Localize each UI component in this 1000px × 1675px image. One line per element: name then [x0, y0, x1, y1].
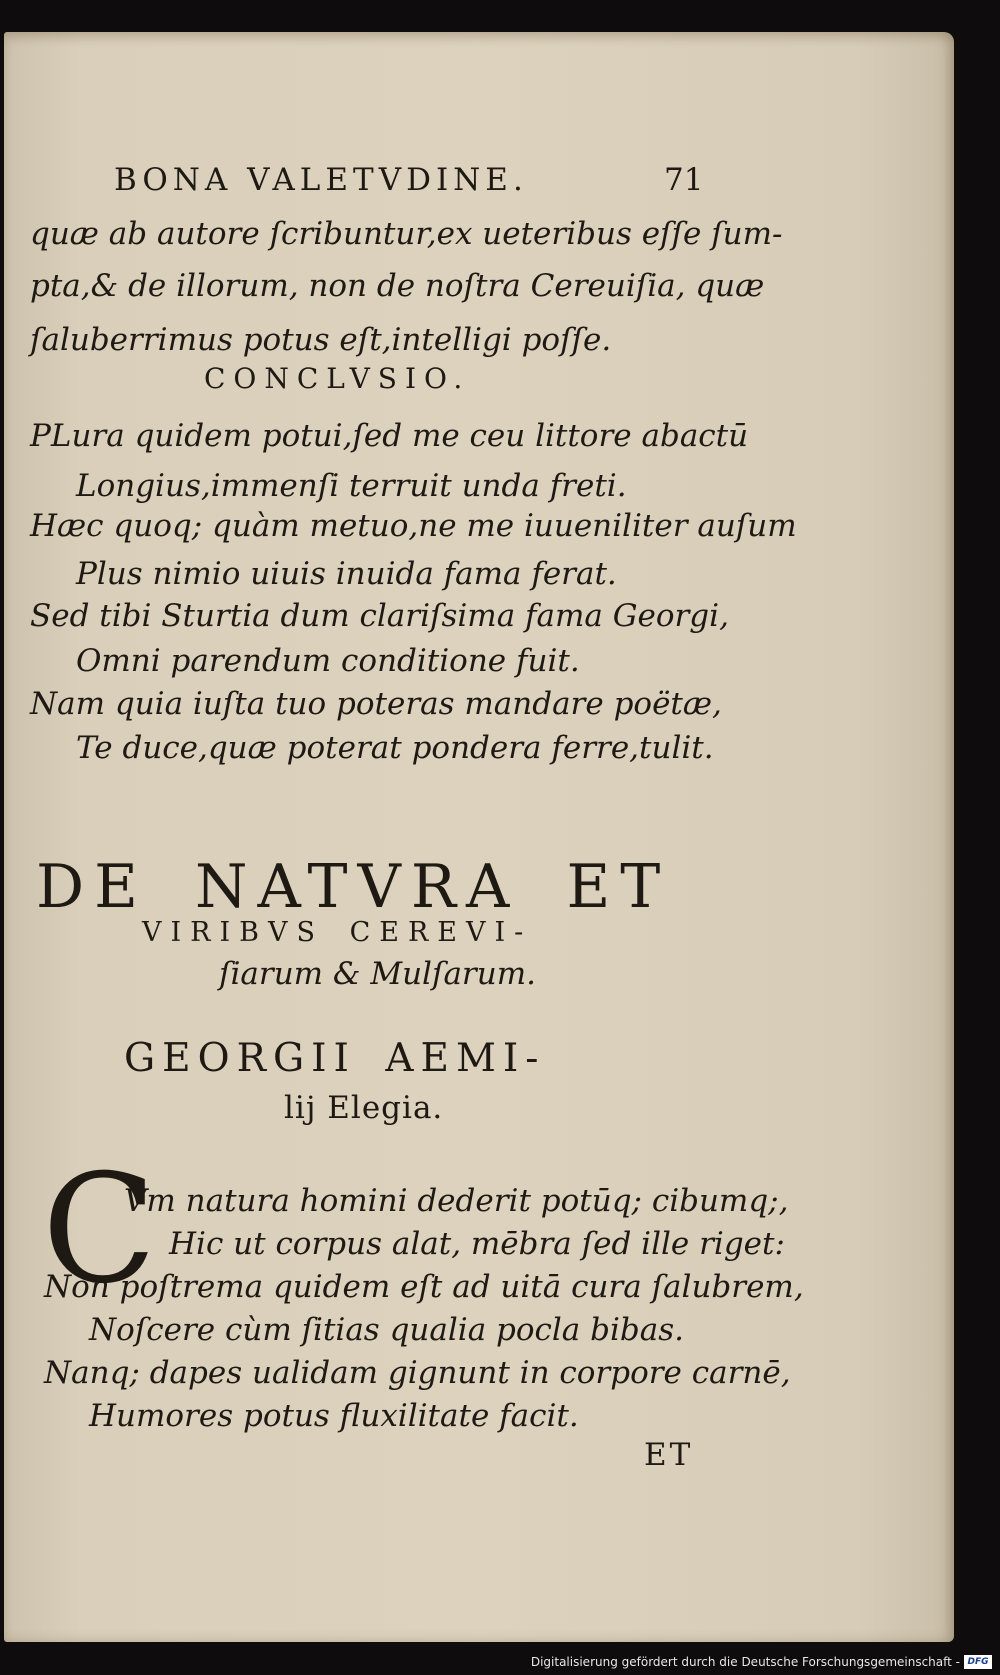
elegy-line: Nanq; dapes ualidam gignunt in corpore carnē,: [44, 1355, 791, 1391]
author-heading-continuation: lij Elegia.: [284, 1090, 444, 1126]
prose-line: pta,& de illorum, non de noſtra Cereuiſia, quæ: [30, 268, 765, 304]
prose-line: quæ ab autore ſcribuntur,ex ueteribus eſſe ſum-: [30, 216, 783, 252]
verse-line: Nam quia iuſta tuo poteras mandare poëtæ,: [30, 686, 722, 722]
elegy-line: Humores potus fluxilitate facit.: [89, 1398, 579, 1434]
elegy-line: Noſcere cùm ſitias qualia pocla bibas.: [89, 1312, 684, 1348]
dfg-logo: DFG: [964, 1655, 992, 1669]
funding-notice: Digitalisierung gefördert durch die Deutsche Forschungsgemeinschaft -: [530, 1655, 960, 1669]
verse-line: Plus nimio uiuis inuida fama ferat.: [76, 556, 617, 592]
verse-line: Omni parendum conditione fuit.: [76, 643, 580, 679]
verse-line: Longius,immenſi terruit unda freti.: [76, 468, 627, 504]
catchword: ET: [644, 1437, 694, 1473]
verse-line: Sed tibi Sturtia dum clariſsima fama Georgi,: [30, 598, 729, 634]
author-heading: GEORGII AEMI-: [124, 1036, 546, 1081]
work-subtitle: VIRIBVS CEREVI-: [142, 917, 533, 948]
running-head: BONA VALETVDINE.: [114, 162, 528, 198]
book-page: [4, 32, 954, 1642]
page-number: 71: [664, 162, 704, 198]
elegy-line: Non poſtrema quidem eſt ad uitā cura ſalubrem,: [44, 1269, 804, 1305]
drop-capital: C: [42, 1143, 157, 1317]
elegy-line: Hic ut corpus alat, mēbra ſed ille riget:: [169, 1226, 785, 1262]
prose-line: ſaluberrimus potus eſt,intelligi poſſe.: [30, 322, 612, 358]
verse-line: PLura quidem potui,ſed me ceu littore abactū: [30, 418, 749, 454]
verse-line: Te duce,quæ poterat pondera ferre,tulit.: [76, 730, 714, 766]
section-heading: CONCLVSIO.: [204, 362, 471, 395]
work-title: DE NATVRA ET: [36, 852, 671, 922]
work-subtitle-continuation: ſiarum & Mulſarum.: [219, 956, 536, 992]
verse-line: Hæc quoq; quàm metuo,ne me iuueniliter auſum: [30, 508, 797, 544]
elegy-line: Vm natura homini dederit potūq; cibumq;,: [124, 1183, 789, 1219]
